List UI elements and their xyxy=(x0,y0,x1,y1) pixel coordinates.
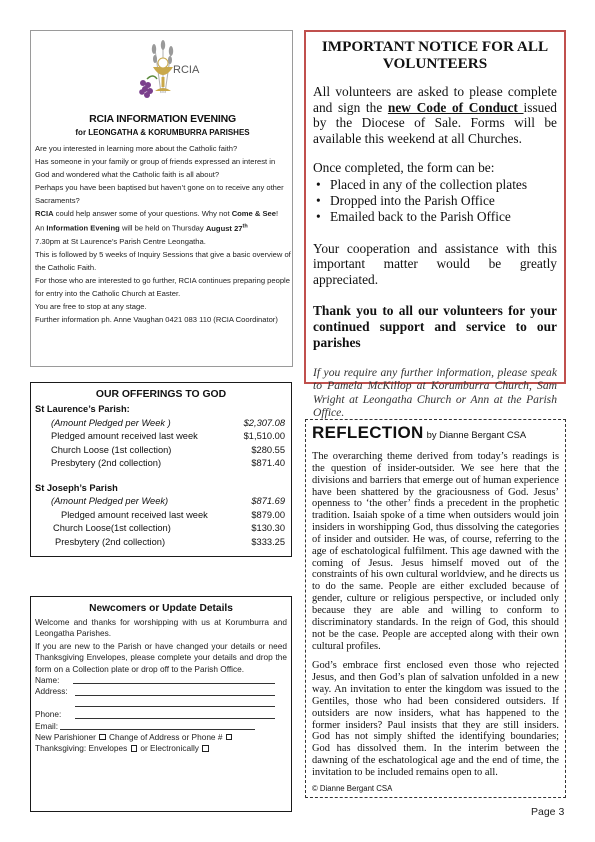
address-field[interactable] xyxy=(35,686,287,697)
rcia-an-date-text: August 27 xyxy=(205,223,243,233)
notice-info: If you require any further information, please speak to Pamela McKillop at Korumburra Church, Sam Wright at Leongatha Church or Ann at the Parish Office. xyxy=(313,366,557,419)
email-label: Email: xyxy=(35,720,59,731)
newcomers-title: Newcomers or Update Details xyxy=(89,603,233,614)
offering-row xyxy=(35,495,287,509)
name-field[interactable] xyxy=(35,675,287,686)
name-line[interactable] xyxy=(73,683,275,684)
parish-name: St Joseph’s Parish xyxy=(35,482,118,493)
phone-line[interactable] xyxy=(75,718,275,719)
electronically-label: or Electronically xyxy=(140,743,199,754)
notice-p1-b: issued by the Diocese of Sale. Forms will be available this weekend at all Churches. xyxy=(313,99,557,146)
offerings-title: OUR OFFERINGS TO GOD xyxy=(95,389,227,400)
parishioner-options xyxy=(35,732,287,743)
rcia-contact: Further information ph. Anne Vaughan 0421 083 110 (RCIA Coordinator) xyxy=(35,314,278,324)
new-parishioner-label: New Parishioner xyxy=(35,731,96,742)
notice-thanks: Thank you to all our volunteers for your continued support and service to our parishes xyxy=(313,303,557,350)
rcia-logo-text: RCIA xyxy=(173,64,200,76)
rcia-help-text: could help answer some of your questions. Why not xyxy=(53,209,232,218)
offering-row xyxy=(35,536,287,550)
rcia-free: You are free to stop at any stage. xyxy=(35,301,147,311)
new-parishioner-checkbox[interactable] xyxy=(99,734,106,741)
offering-row xyxy=(35,444,287,458)
rcia-an-prefix: An xyxy=(35,223,47,233)
phone-label: Phone: xyxy=(35,709,62,720)
rcia-question-1: Are you interested in learning more about the Catholic faith? xyxy=(35,144,238,153)
rcia-further: For those who are interested to go further, RCIA continues preparing people for entry into the Catholic Church at Easter. xyxy=(35,275,290,298)
rcia-an-date-sup: th xyxy=(242,223,248,229)
rcia-an-text: will be held on Thursday xyxy=(119,223,206,233)
offering-row xyxy=(35,430,287,444)
rcia-an-bold: Information Evening xyxy=(46,223,120,233)
offerings-panel xyxy=(30,382,292,557)
offering-row xyxy=(35,457,287,471)
rcia-body xyxy=(35,142,291,326)
email-field[interactable] xyxy=(35,721,287,732)
rcia-help xyxy=(35,207,291,220)
reflection-paragraph-2: God’s embrace first enclosed even those who rejected Jesus, and then God’s plan of salvation unfolded in a new way. An invitation to enter the kingdom was issued to the Gentiles, those who had been considered outsiders. If outsiders are now insiders, what has happened to the former insiders? Paul insists that they are still insiders. God has not simply shifted the identifying boundaries; God has dissolved them. In the interim between the dawning of the eschatological age and the end of time, the invitation to be included remains open to all. xyxy=(312,660,559,778)
address-line[interactable] xyxy=(75,695,275,696)
email-line[interactable] xyxy=(60,729,255,730)
address-label: Address: xyxy=(35,686,68,697)
rcia-an-date xyxy=(206,224,248,233)
offering-amount: $871.69 xyxy=(251,496,285,506)
reflection-byline: by Dianne Bergant CSA xyxy=(426,429,527,440)
page-number: Page 3 xyxy=(531,806,565,818)
name-label: Name: xyxy=(35,675,60,686)
thanksgiving-label: Thanksgiving: Envelopes xyxy=(35,743,128,754)
rcia-question-3: Perhaps you have been baptised but haven’t gone on to receive any other Sacraments? xyxy=(35,183,284,205)
thanksgiving-options xyxy=(35,743,287,754)
rcia-come-see: Come & See xyxy=(231,209,277,218)
offering-label: (Amount Pledged per Week ) xyxy=(51,417,171,428)
newcomers-intro: Welcome and thanks for worshipping with us at Korumburra and Leongatha Parishes. xyxy=(35,617,287,639)
electronically-checkbox[interactable] xyxy=(202,745,209,752)
notice-paragraph-2: Once completed, the form can be: xyxy=(313,160,495,176)
offering-amount: $333.25 xyxy=(251,536,285,547)
notice-paragraph-3: Your cooperation and assistance with this important matter would be greatly appreciated. xyxy=(313,240,557,287)
notice-p1-a: All volunteers are asked to please complete and sign the xyxy=(313,84,557,115)
rcia-announcement xyxy=(35,220,291,235)
rcia-followed: This is followed by 5 weeks of Inquiry Sessions that give a basic overview of the Catholic Faith. xyxy=(35,249,291,272)
offering-label: Church Loose (1st collection) xyxy=(51,444,172,455)
offering-amount: $2,307.08 xyxy=(243,417,285,428)
rcia-help-bold: RCIA xyxy=(35,209,54,218)
offering-amount: $871.40 xyxy=(251,458,285,468)
code-of-conduct-link[interactable]: new Code of Conduct xyxy=(387,99,524,115)
reflection-paragraph-1: The overarching theme derived from today’s readings is the question of insider-outsider. We see here that the divisions and barriers that emerge out of human experience have been shattered by the graciousness of God. Jesus’ openness to ‘the other’ finds a precedent in the prophetic tradition. Isaiah spoke of a time when outsiders would join insiders in worshipping God, thus dissolving the categories of insider and outsider. He was, of course, referring to the age of eschatological fulfilment. This age dawned with the coming of Jesus. Jesus himself moved out of the constraints of his own cultural worldview, and he directs us to do the same. People are either excluded because of gender, culture or religious perspective, or included only because they are able and willing to conform to discriminatory standards. In the reign of God, this should not be the case. People are accepted along with their own cultural profiles. xyxy=(312,451,559,652)
offering-amount: $1,510.00 xyxy=(243,431,285,441)
offering-label: Pledged amount received last week xyxy=(61,509,208,520)
offering-amount: $879.00 xyxy=(251,509,285,520)
rcia-subtitle: for LEONGATHA & KORUMBURRA PARISHES xyxy=(75,128,250,137)
offering-row xyxy=(35,522,287,536)
newcomers-instructions: If you are new to the Parish or have changed your details or need Thanksgiving Envelopes, please complete your details and drop the form on a Collection plate or drop off to the Parish Office. xyxy=(35,640,287,674)
reflection-title: REFLECTION xyxy=(312,423,424,442)
rcia-title: RCIA INFORMATION EVENING xyxy=(89,113,236,125)
rcia-help-end: ! xyxy=(276,209,279,218)
notice-list xyxy=(313,177,557,226)
offering-label: Presbytery (2nd collection) xyxy=(51,458,162,468)
offering-amount: $280.55 xyxy=(251,444,285,455)
offering-amount: $130.30 xyxy=(251,523,285,533)
offering-row xyxy=(35,417,287,431)
rcia-time-place: 7.30pm at St Laurence’s Parish Centre Leongatha. xyxy=(35,236,206,246)
newcomers-form xyxy=(30,596,292,812)
reflection-copyright: © Dianne Bergant CSA xyxy=(312,783,393,793)
envelopes-checkbox[interactable] xyxy=(131,745,138,752)
change-address-label: Change of Address or Phone # xyxy=(109,731,223,742)
notice-bullet: • Dropped into the Parish Office xyxy=(313,193,557,209)
reflection-header xyxy=(312,423,559,445)
offering-label: Presbytery (2nd collection) xyxy=(55,536,166,547)
parish-name: St Laurence’s Parish: xyxy=(35,404,130,414)
rcia-question-2: Has someone in your family or group of friends expressed an interest in God and wondered what the Catholic faith is all about? xyxy=(35,157,276,179)
volunteer-notice xyxy=(304,30,566,419)
notice-bullet: • Emailed back to the Parish Office xyxy=(313,209,557,225)
rcia-panel xyxy=(30,30,293,367)
address-line-2[interactable] xyxy=(75,706,275,707)
change-address-checkbox[interactable] xyxy=(226,734,233,741)
reflection-panel xyxy=(305,419,566,798)
rcia-logo xyxy=(133,39,209,107)
offering-label: (Amount Pledged per Week) xyxy=(51,496,169,506)
notice-bullet: • Placed in any of the collection plates xyxy=(313,177,557,193)
phone-field[interactable] xyxy=(35,709,287,720)
notice-paragraph-1 xyxy=(313,84,557,146)
address-field-2[interactable] xyxy=(35,698,287,709)
notice-title: IMPORTANT NOTICE FOR ALL VOLUNTEERS xyxy=(321,38,549,72)
offering-label: Pledged amount received last week xyxy=(51,431,198,441)
offering-row xyxy=(35,509,287,523)
offering-label: Church Loose(1st collection) xyxy=(53,523,171,533)
